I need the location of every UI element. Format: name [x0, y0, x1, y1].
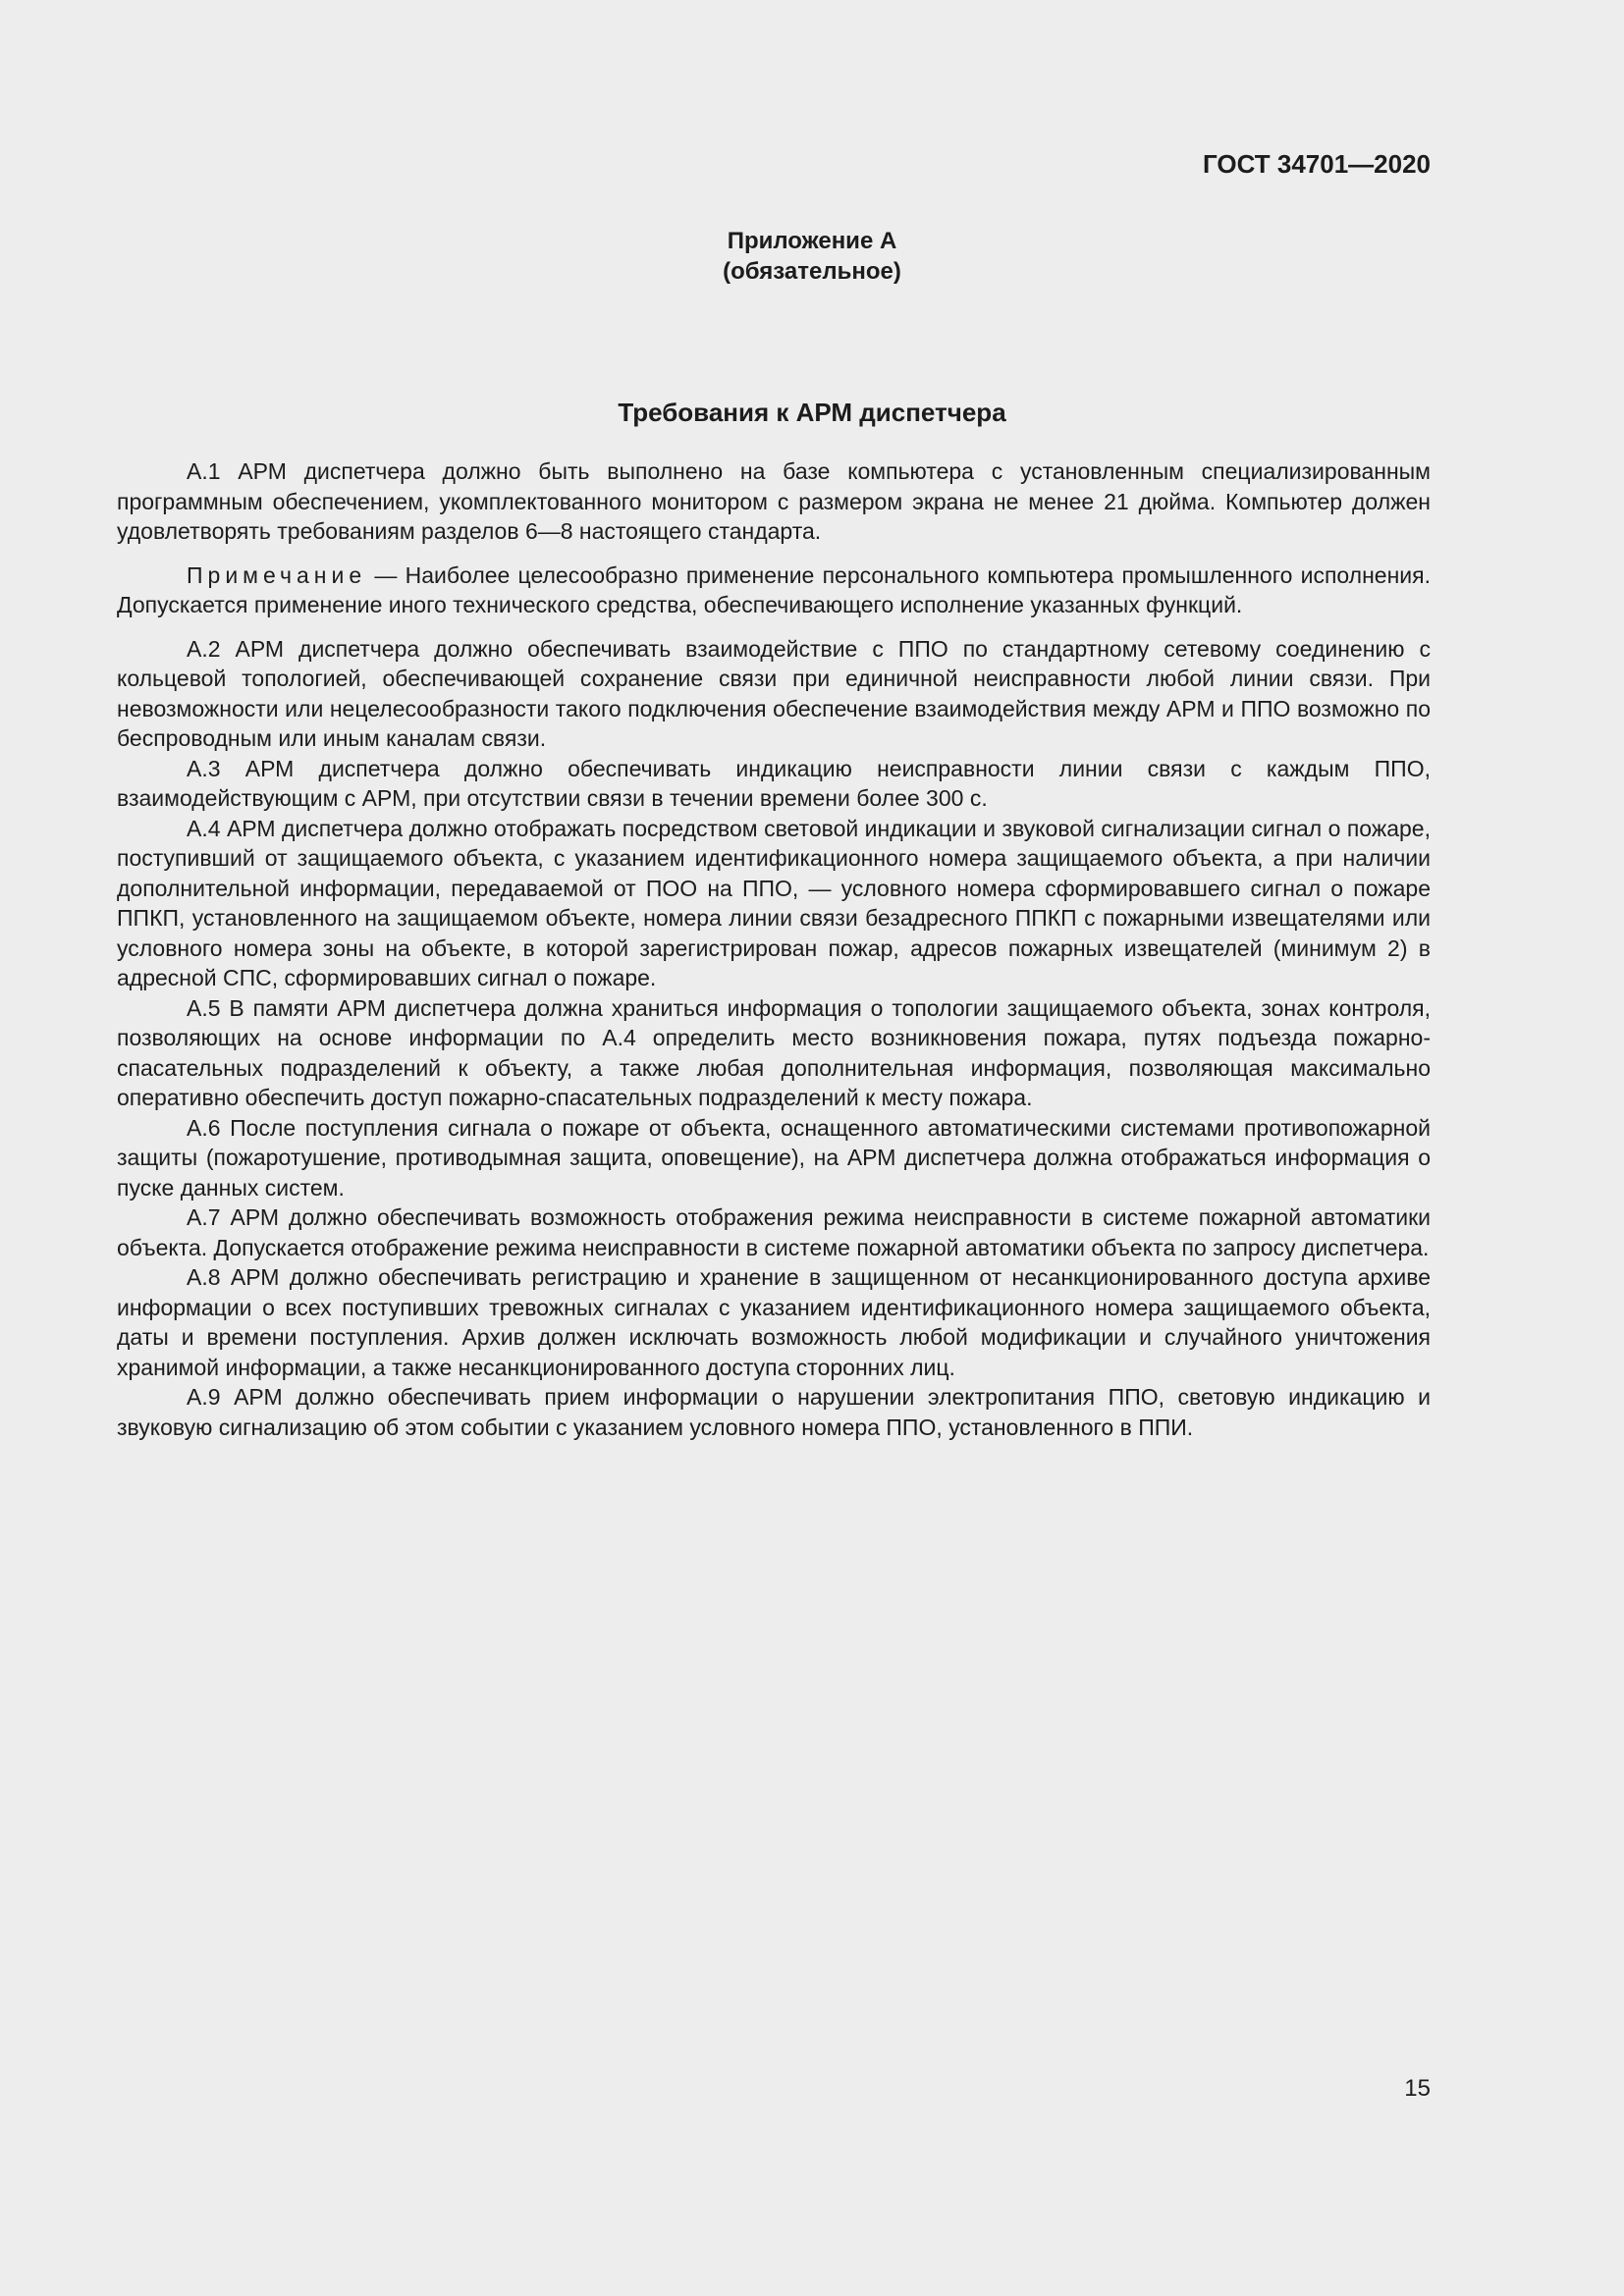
paragraph-a1: А.1 АРМ диспетчера должно быть выполнено на базе компьютера с установленным специализированным программным обеспечением, укомплектованного монитором с размером экрана не менее 21 дюйма. Компьютер должен удовлетворять требованиям разделов 6—8 настоящего стандарта.: [117, 458, 1431, 544]
note-label: Примечание: [187, 561, 367, 588]
annex-status: (обязательное): [723, 258, 901, 285]
page-number: 15: [1404, 2075, 1431, 2102]
paragraph-a3: А.3 АРМ диспетчера должно обеспечивать индикацию неисправности линии связи с каждым ППО, взаимодействующим с АРМ, при отсутствии связи в течении времени более 300 с.: [117, 755, 1431, 811]
section-title: Требования к АРМ диспетчера: [618, 398, 1006, 427]
paragraph-a5: А.5 В памяти АРМ диспетчера должна храниться информация о топологии защищаемого объекта, зонах контроля, позволяющих на основе информации по А.4 определить место возникновения пожара, путях подъезда пожарно-спасательных подразделений к объекту, а также любая дополнительная информация, позволяющая максимально оперативно обеспечить доступ пожарно-спасательных подразделений к месту пожара.: [117, 994, 1431, 1110]
note-text: — Наиболее целесообразно применение персонального компьютера промышленного исполнения. Допускается применение иного технического средства, обеспечивающего исполнение указанных функций.: [117, 561, 1431, 617]
paragraph-a6: А.6 После поступления сигнала о пожаре от объекта, оснащенного автоматическими системами противопожарной защиты (пожаротушение, противодымная защита, оповещение), на АРМ диспетчера должна отображаться информация о пуске данных систем.: [117, 1114, 1431, 1201]
annex-heading: [0, 226, 1624, 287]
paragraph-a8: А.8 АРМ должно обеспечивать регистрацию и хранение в защищенном от несанкционированного доступа архиве информации о всех поступивших тревожных сигналах с указанием идентификационного номера защищаемого объекта, даты и времени поступления. Архив должен исключать возможность любой модификации и случайного уничтожения хранимой информации, а также несанкционированного доступа сторонних лиц.: [117, 1264, 1431, 1380]
note-paragraph: [117, 561, 1431, 620]
annex-title: Приложение А: [727, 228, 897, 254]
paragraph-a4: А.4 АРМ диспетчера должно отображать посредством световой индикации и звуковой сигнализации сигнал о пожаре, поступивший от защищаемого объекта, с указанием идентификационного номера защищаемого объекта, а при наличии дополнительной информации, передаваемой от ПОО на ППО, — условного номера сформировавшего сигнал о пожаре ППКП, установленного на защищаемом объекте, номера линии связи безадресного ППКП с пожарными извещателями или условного номера зоны на объекте, в которой зарегистрирован пожар, адресов пожарных извещателей (минимум 2) в адресной СПС, сформировавших сигнал о пожаре.: [117, 815, 1431, 990]
paragraph-a2: А.2 АРМ диспетчера должно обеспечивать взаимодействие с ППО по стандартному сетевому соединению с кольцевой топологией, обеспечивающей сохранение связи при единичной неисправности любой линии связи. При невозможности или нецелесообразности такого подключения обеспечение взаимодействия между АРМ и ППО возможно по беспроводным или иным каналам связи.: [117, 635, 1431, 751]
document-body: [117, 456, 1431, 1442]
paragraph-a7: А.7 АРМ должно обеспечивать возможность отображения режима неисправности в системе пожарной автоматики объекта. Допускается отображение режима неисправности в системе пожарной автоматики объекта по запросу диспетчера.: [117, 1204, 1431, 1260]
paragraph-a9: А.9 АРМ должно обеспечивать прием информации о нарушении электропитания ППО, световую индикацию и звуковую сигнализацию об этом событии с указанием условного номера ППО, установленного в ППИ.: [117, 1384, 1431, 1440]
document-code: ГОСТ 34701—2020: [1203, 149, 1431, 179]
